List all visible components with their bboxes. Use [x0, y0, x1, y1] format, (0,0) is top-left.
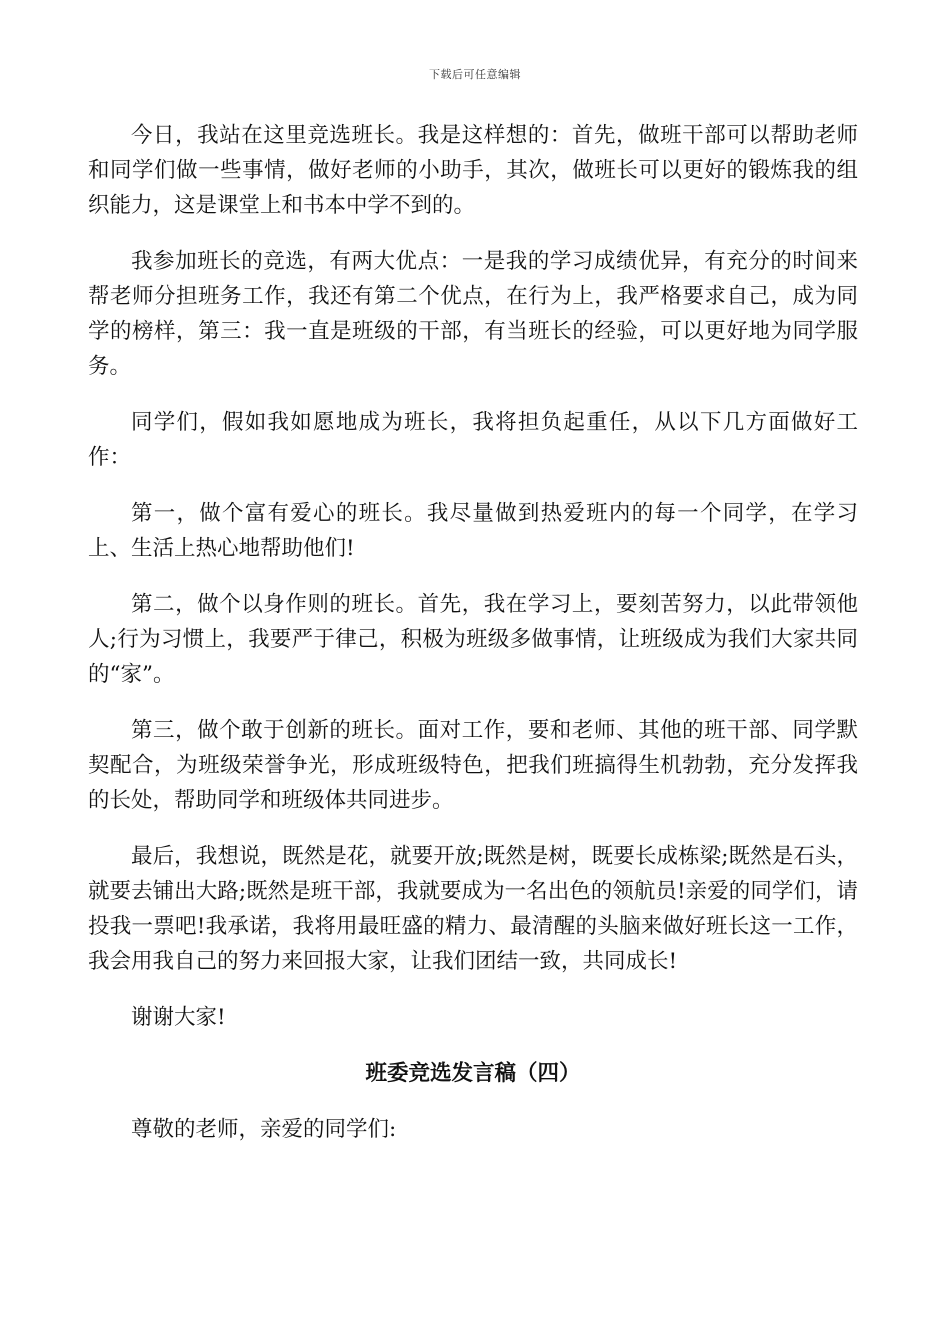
paragraph-3: 同学们，假如我如愿地成为班长，我将担负起重任，从以下几方面做好工作： [88, 410, 858, 470]
paragraph-5: 第二，做个以身作则的班长。首先，我在学习上，要刻苦努力，以此带领他人;行为习惯上，我要严于律己，积极为班级多做事情，让班级成为我们大家共同的“家”。 [88, 592, 858, 687]
header-note: 下载后可任意编辑 [429, 68, 521, 81]
paragraph-7: 最后，我想说，既然是花，就要开放;既然是树，既要长成栋梁;既然是石头，就要去铺出大路;既然是班干部，我就要成为一名出色的领航员!亲爱的同学们，请投我一票吧!我承诺，我将用最旺盛的精力、最清醒的头脑来做好班长这一工作，我会用我自己的努力来回报大家，让我们团结一致，共同成长! [88, 844, 858, 974]
greeting: 尊敬的老师，亲爱的同学们: [131, 1117, 397, 1142]
paragraph-2: 我参加班长的竞选，有两大优点：一是我的学习成绩优异，有充分的时间来帮老师分担班务工作，我还有第二个优点，在行为上，我严格要求自己，成为同学的榜样，第三：我一直是班级的干部，有当班长的经验，可以更好地为同学服务。 [88, 249, 858, 379]
document-body [88, 118, 858, 1168]
paragraph-4: 第一，做个富有爱心的班长。我尽量做到热爱班内的每一个同学，在学习上、生活上热心地帮助他们! [88, 501, 858, 561]
paragraph-1: 今日，我站在这里竞选班长。我是这样想的：首先，做班干部可以帮助老师和同学们做一些事情，做好老师的小助手，其次，做班长可以更好的锻炼我的组织能力，这是课堂上和书本中学不到的。 [88, 123, 858, 218]
paragraph-8: 谢谢大家! [131, 1005, 226, 1030]
paragraph-6: 第三，做个敢于创新的班长。面对工作，要和老师、其他的班干部、同学默契配合，为班级荣誉争光，形成班级特色，把我们班搞得生机勃勃，充分发挥我的长处，帮助同学和班级体共同进步。 [88, 718, 858, 813]
section-heading: 班委竞选发言稿（四） [365, 1061, 581, 1086]
